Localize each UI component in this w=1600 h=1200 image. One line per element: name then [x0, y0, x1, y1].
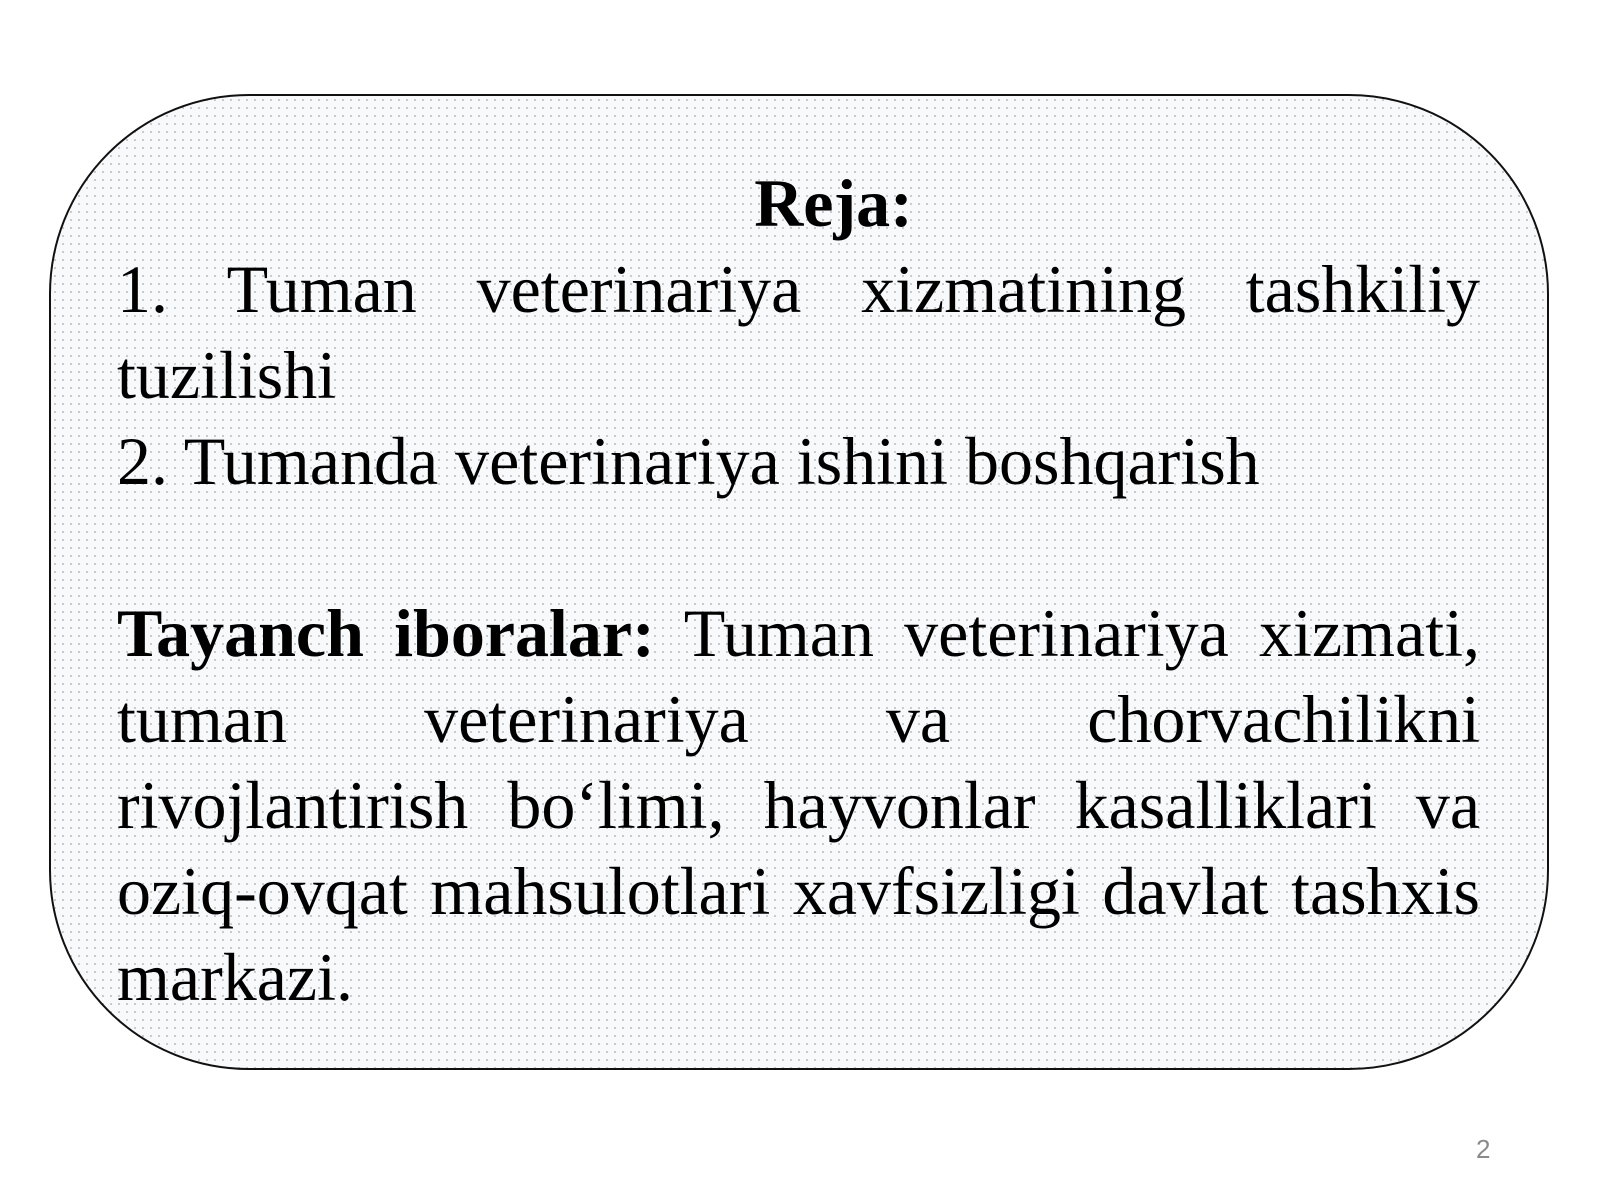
plan-item-1: 1. Tuman veterinariya xizmatining tashkiliy tuzilishi	[117, 251, 1480, 413]
keywords-text: Tuman veterinariya xizmati, tuman veterinariya va chorvachilikni rivojlantirish bo‘limi, hayvonlar kasalliklari va oziq-ovqat mahsulotlari xavfsizligi davlat tashxis markazi.	[117, 595, 1480, 1015]
plan-item-2: 2. Tumanda veterinariya ishini boshqarish	[117, 423, 1260, 499]
slide-content	[117, 160, 1480, 1020]
spacer	[117, 504, 1480, 590]
page-number: 2	[1476, 1134, 1491, 1164]
keywords-paragraph	[117, 590, 1480, 1020]
keywords-label: Tayanch iboralar:	[117, 595, 655, 671]
plan-heading: Reja:	[754, 165, 913, 241]
